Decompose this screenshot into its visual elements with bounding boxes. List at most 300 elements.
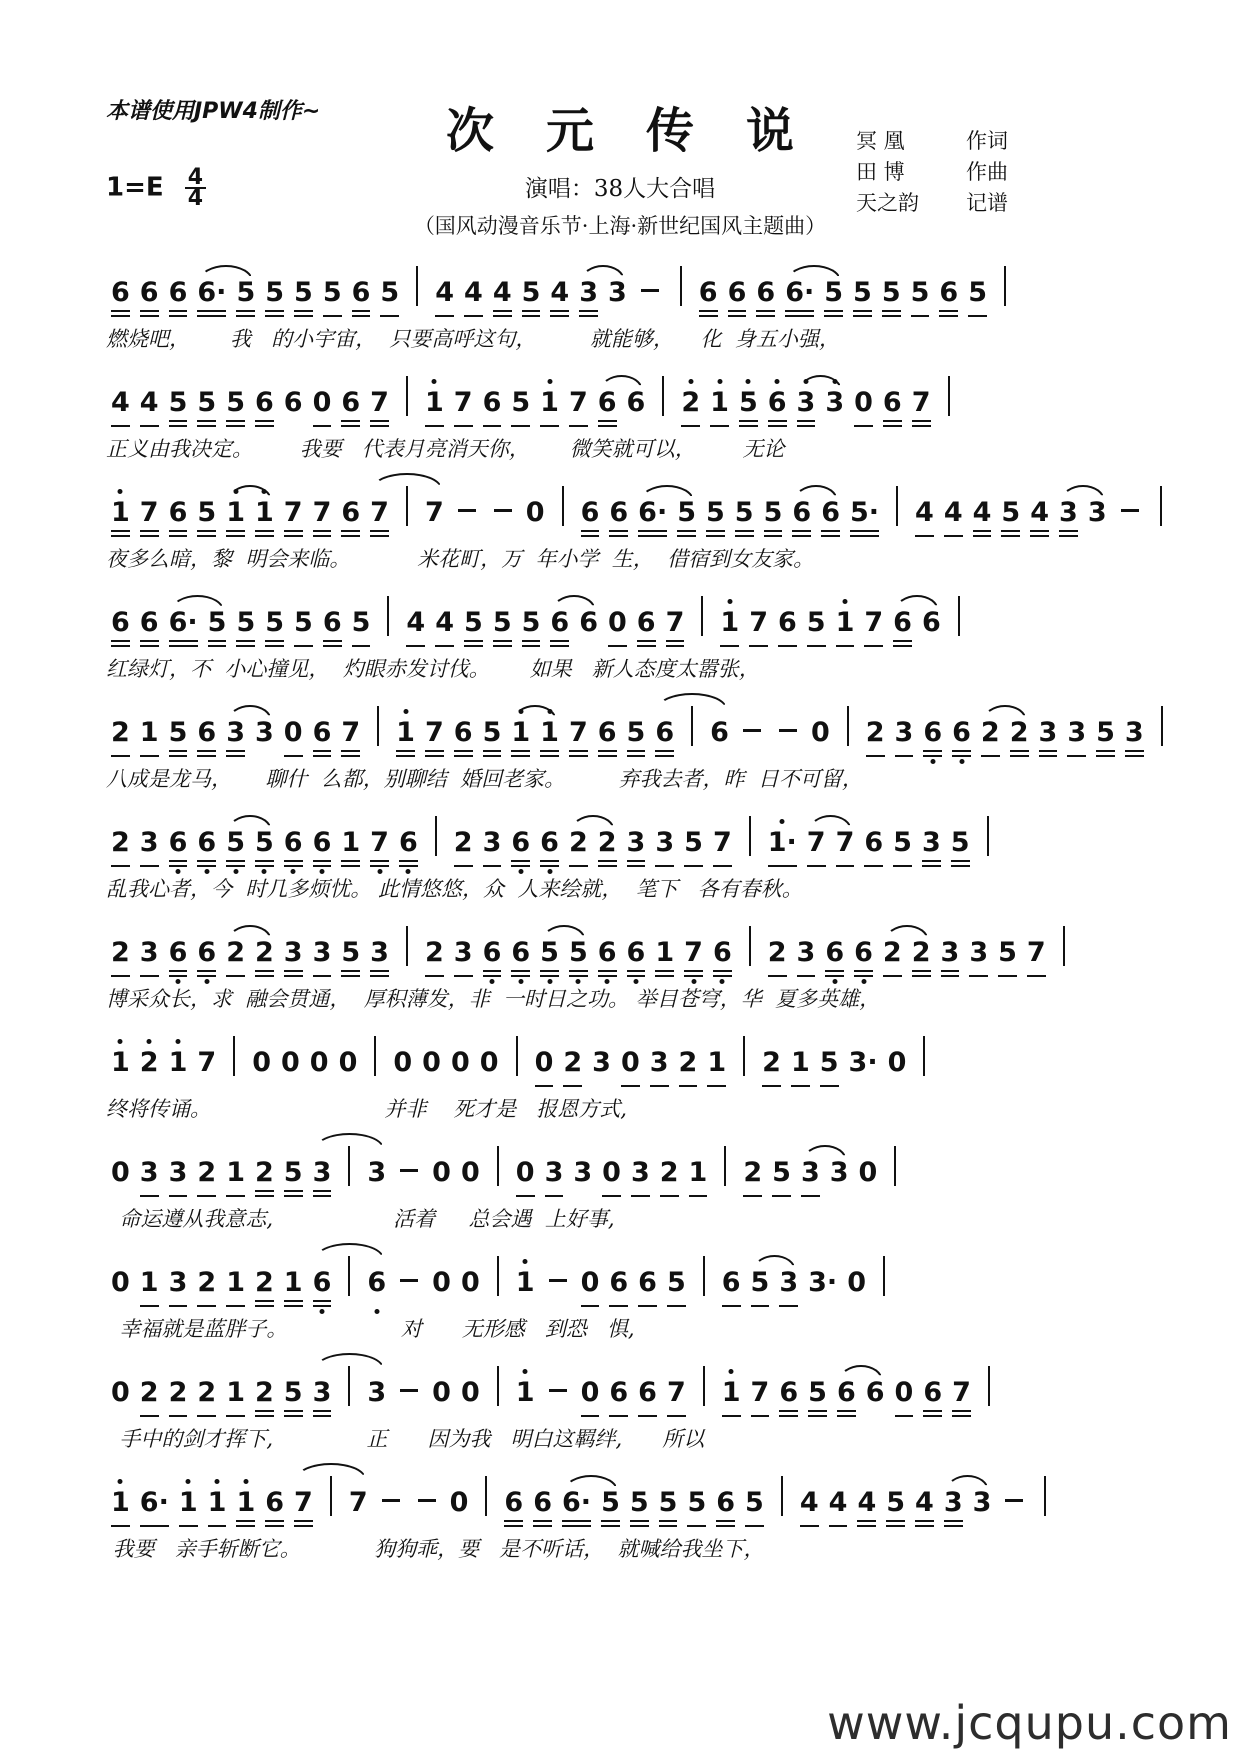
slur (976, 718, 1034, 757)
note: 2 (681, 388, 700, 427)
score-line (106, 1350, 1146, 1460)
note: 2 (197, 1268, 216, 1307)
score-line (106, 470, 1146, 580)
rest-note: 0 (309, 1047, 329, 1078)
note: 6 (921, 607, 941, 638)
note: 5 (627, 718, 646, 757)
note: 7 (569, 388, 588, 427)
barline (948, 376, 950, 416)
note: 1 (655, 938, 674, 977)
note: 7 (370, 828, 389, 867)
duration-dash (641, 289, 659, 292)
note: 5 (751, 1268, 770, 1307)
note: 6 (722, 1268, 741, 1307)
note: 5 (772, 1158, 791, 1197)
note: 2 (866, 718, 885, 757)
note: 6 (511, 828, 530, 867)
barline (348, 1256, 350, 1296)
note: 3 (254, 717, 274, 748)
score-line (106, 690, 1146, 800)
note: 6 (609, 1378, 628, 1417)
note: 7 (140, 498, 159, 537)
note: 6 (313, 1268, 332, 1307)
note: 6 (893, 608, 912, 647)
note: 4 (140, 388, 159, 427)
note: 6 (579, 607, 598, 638)
note: 1 (836, 608, 855, 647)
note: 6· (140, 1488, 169, 1527)
duration-dash (549, 1389, 567, 1392)
note: 3 (140, 1158, 159, 1197)
rest-note: 0 (460, 1157, 480, 1188)
note: 6 (540, 828, 559, 867)
note: 7 (666, 608, 685, 647)
note: 5 (677, 498, 696, 537)
note: 4 (829, 1488, 848, 1527)
barline (435, 816, 437, 856)
note: 2 (883, 938, 902, 977)
note: 7 (454, 388, 473, 427)
note: 5 (882, 278, 901, 317)
note: 6 (140, 608, 159, 647)
notes-row (106, 800, 1146, 868)
time-denominator: 4 (187, 186, 204, 211)
notes-row (106, 1460, 1146, 1528)
note: 6 (111, 608, 130, 647)
barline (406, 926, 408, 966)
duration-dash (743, 729, 761, 732)
barline (701, 596, 703, 636)
rest-note: 0 (252, 1047, 271, 1078)
note: 6 (952, 718, 971, 757)
note: 3 (367, 1377, 387, 1408)
note: 5 (284, 1378, 303, 1417)
note: 6 (768, 388, 787, 427)
note: 1 (255, 498, 274, 537)
slur (780, 278, 848, 317)
note: 6 (283, 387, 303, 418)
slur (506, 718, 564, 757)
note: 3 (941, 938, 960, 977)
barline (923, 1036, 925, 1076)
note: 1 (791, 1048, 810, 1087)
barline (987, 816, 989, 856)
note: 6 (864, 828, 883, 867)
note: 7 (370, 388, 389, 427)
note: 3 (969, 938, 988, 977)
note: 6 (837, 1378, 856, 1417)
note: 5 (323, 278, 342, 317)
note: 6 (313, 718, 332, 757)
note: 1 (284, 1268, 303, 1307)
notes-row (106, 250, 1146, 318)
note: 5 (667, 1268, 686, 1307)
score-line (106, 910, 1146, 1020)
barline (847, 706, 849, 746)
notes-row (106, 470, 1146, 538)
duration-dash (779, 729, 797, 732)
slur (633, 498, 701, 537)
note: 7 (684, 938, 703, 977)
rest-note: 0 (847, 1267, 866, 1298)
note: 6 (598, 938, 617, 977)
score (106, 250, 1146, 1570)
rest-note: 0 (284, 718, 303, 757)
note: 6 (710, 717, 729, 748)
barline (743, 1036, 745, 1076)
note: 2 (569, 828, 588, 867)
barline (374, 1036, 376, 1076)
note: 2 (425, 938, 444, 977)
slur (832, 1378, 890, 1417)
time-numerator: 4 (185, 168, 206, 189)
note: 5 (706, 498, 725, 537)
note: 3 (367, 1157, 387, 1188)
note: 7 (836, 828, 855, 867)
note: 5 (951, 828, 970, 867)
notes-row (106, 1020, 1146, 1088)
score-line (106, 250, 1146, 360)
duration-dash (458, 509, 476, 512)
note: 5 (807, 608, 826, 647)
note: 5 (735, 498, 754, 537)
note: 2 (454, 828, 473, 867)
note: 4 (1030, 498, 1049, 537)
note: 6· (785, 278, 814, 317)
note: 1 (236, 1488, 255, 1527)
slur (802, 828, 860, 867)
duration-dash (1121, 509, 1139, 512)
note: 4 (435, 608, 454, 647)
song-title: 次元传说 (445, 103, 846, 159)
note: 3 (579, 278, 598, 317)
slur (221, 498, 279, 537)
note: 6 (637, 608, 656, 647)
note: 7 (912, 388, 931, 427)
note: 6 (313, 828, 332, 867)
barline (749, 816, 751, 856)
barline (1063, 926, 1065, 966)
note: 6 (483, 388, 502, 427)
note: 6 (756, 278, 775, 317)
note: 5 (659, 1488, 678, 1527)
note: 3 (1087, 497, 1107, 528)
note: 6· (197, 278, 226, 317)
note: 6 (716, 1488, 735, 1527)
barline (894, 1146, 896, 1186)
note: 3 (140, 828, 159, 867)
note: 2 (226, 938, 245, 977)
note: 2 (197, 1378, 216, 1417)
barline (703, 1366, 705, 1406)
composer-name: 田 博 (856, 160, 905, 184)
note: 2 (563, 1048, 582, 1087)
note: 1 (140, 1268, 159, 1307)
slur (545, 608, 603, 647)
note: 5 (284, 1158, 303, 1197)
note: 5 (226, 828, 245, 867)
note: 3 (1059, 498, 1078, 537)
note: 5 (226, 388, 245, 427)
note: 6 (778, 608, 797, 647)
note: 5· (850, 498, 879, 537)
note: 7 (294, 1488, 313, 1527)
slur (192, 278, 260, 317)
score-line (106, 1020, 1146, 1130)
note: 6 (111, 278, 130, 317)
note: 3 (226, 718, 245, 757)
note: 3 (972, 1487, 992, 1518)
note: 5 (265, 278, 284, 317)
rest-note: 0 (581, 1268, 600, 1307)
note: 3 (797, 388, 816, 427)
note: 5 (511, 388, 530, 427)
note: 1 (689, 1158, 708, 1197)
note: 2 (743, 1158, 762, 1197)
barline (377, 706, 379, 746)
barline (348, 1366, 350, 1406)
note: 5 (893, 828, 912, 867)
note: 2 (255, 1378, 274, 1417)
note: 6 (581, 498, 600, 537)
note: 4 (464, 278, 483, 317)
credit-lyricist (856, 126, 1008, 157)
barline (387, 596, 389, 636)
note: 3 (313, 1158, 332, 1197)
note: 6 (627, 938, 646, 977)
barline (1044, 1476, 1046, 1516)
note: 2 (660, 1158, 679, 1197)
note: 5 (197, 498, 216, 537)
note: 6· (562, 1488, 591, 1527)
note: 6 (341, 498, 360, 537)
slur (308, 1146, 392, 1197)
rest-note: 0 (460, 1267, 480, 1298)
note: 5 (294, 608, 313, 647)
note: 6 (825, 938, 844, 977)
note: 5 (911, 278, 930, 317)
barline (233, 1036, 235, 1076)
note: 7 (864, 608, 883, 647)
note: 6 (284, 828, 303, 867)
note: 6 (169, 498, 188, 537)
note: 3 (1039, 718, 1058, 757)
note: 6 (399, 828, 418, 867)
note: 5 (764, 498, 783, 537)
note: 5 (464, 608, 483, 647)
rest-note: 0 (479, 1047, 499, 1078)
note: 4 (550, 278, 569, 317)
rest-note: 0 (810, 717, 830, 748)
note: 3 (779, 1268, 798, 1307)
note: 5 (968, 278, 987, 317)
note: 2 (255, 938, 274, 977)
note: 3 (370, 938, 389, 977)
barline (516, 1036, 518, 1076)
barline (662, 376, 664, 416)
barline (562, 486, 564, 526)
note: 3 (573, 1157, 593, 1188)
rest-note: 0 (895, 1378, 914, 1417)
note: 3 (1067, 718, 1086, 757)
note: 6 (550, 608, 569, 647)
note: 1 (710, 388, 729, 427)
subtitle-line: （国风动漫音乐节·上海·新世纪国风主题曲） (413, 214, 827, 238)
note: 6 (197, 938, 216, 977)
note: 1 (720, 608, 739, 647)
note: 5 (483, 718, 502, 757)
rest-note: 0 (111, 1267, 130, 1298)
note: 3· (848, 1047, 878, 1078)
slur (564, 828, 622, 867)
score-line (106, 580, 1146, 690)
barline (1004, 266, 1006, 306)
rest-note: 0 (432, 1267, 451, 1298)
note: 5 (169, 718, 188, 757)
note: 6 (598, 388, 617, 427)
note: 3 (797, 938, 816, 977)
note: 5 (601, 1488, 620, 1527)
rest-note: 0 (449, 1487, 469, 1518)
slur (888, 608, 946, 647)
barline (724, 1146, 726, 1186)
note: 4 (406, 608, 425, 647)
note: 6 (341, 388, 360, 427)
slur (650, 706, 734, 757)
note: 6 (265, 1488, 284, 1527)
note: 2 (912, 938, 931, 977)
note: 6 (511, 938, 530, 977)
slur (593, 388, 651, 427)
note: 3 (944, 1488, 963, 1527)
rest-note: 0 (581, 1378, 600, 1417)
barline (330, 1476, 332, 1516)
key-signature: 1=E (106, 172, 164, 203)
rest-note: 0 (608, 608, 627, 647)
duration-dash (382, 1499, 400, 1502)
note: 1 (425, 388, 444, 427)
barline (680, 266, 682, 306)
note: 7 (667, 1378, 686, 1417)
note: 3 (829, 1157, 849, 1188)
note: 6 (609, 1268, 628, 1307)
lyrics-row: 我要 亲手斩断它。 狗狗乖，要 是不听话， 就喊给我坐下， (106, 1537, 765, 1561)
note: 5 (886, 1488, 905, 1527)
note: 4 (857, 1488, 876, 1527)
slur (221, 718, 279, 757)
note: 1 (722, 1378, 741, 1417)
note: 4 (111, 388, 130, 427)
note: 5 (197, 388, 216, 427)
note: 3 (592, 1047, 611, 1078)
note: 2 (762, 1048, 781, 1087)
slur (308, 1366, 392, 1417)
lyricist-name: 冥 凰 (856, 129, 905, 153)
note: 1 (179, 1488, 198, 1527)
note: 2 (598, 828, 617, 867)
note: 1 (226, 1158, 245, 1197)
note: 3 (313, 1378, 332, 1417)
slur (1054, 498, 1112, 537)
rest-note: 0 (313, 388, 332, 427)
note: 6 (140, 278, 159, 317)
rest-note: 0 (111, 1377, 130, 1408)
barline (691, 706, 693, 746)
note: 6 (728, 278, 747, 317)
note: 5 (169, 388, 188, 427)
note: 5 (208, 608, 227, 647)
note: 6 (638, 1268, 657, 1307)
note: 5 (687, 1488, 706, 1527)
note: 1 (540, 718, 559, 757)
barline (883, 1256, 885, 1296)
rest-note: 0 (460, 1377, 480, 1408)
performer-line: 演唱：38人大合唱 (524, 176, 716, 202)
lyricist-role: 作词 (966, 129, 1008, 153)
note: 5 (341, 938, 360, 977)
rest-note: 0 (280, 1047, 300, 1078)
note: 7 (284, 498, 303, 537)
note: 5 (998, 938, 1017, 977)
note: 2 (111, 938, 130, 977)
note: 5 (630, 1488, 649, 1527)
note: 5 (1096, 718, 1115, 757)
note: 2 (981, 718, 1000, 757)
lyrics-row: 幸福就是蓝胖子。 对 无形感 到恐 惧, (106, 1317, 635, 1341)
note: 5 (352, 608, 371, 647)
note: 3 (545, 1158, 564, 1197)
note: 3· (808, 1267, 838, 1298)
note: 2 (255, 1268, 274, 1307)
barline (749, 926, 751, 966)
note: 7 (569, 718, 588, 757)
note: 4 (800, 1488, 819, 1527)
transcriber-name: 天之韵 (856, 191, 919, 215)
rest-note: 0 (858, 1157, 878, 1188)
rest-note: 0 (432, 1377, 451, 1408)
note: 5 (522, 608, 541, 647)
note: 2 (111, 828, 130, 867)
note: 5 (236, 278, 255, 317)
score-line (106, 1240, 1146, 1350)
duration-dash (400, 1169, 418, 1172)
note: 6 (923, 718, 942, 757)
note: 3 (169, 1268, 188, 1307)
note: 3 (1125, 718, 1144, 757)
note: 1 (226, 498, 245, 537)
composer-role: 作曲 (966, 160, 1008, 184)
barline (988, 1366, 990, 1406)
note: 4 (973, 498, 992, 537)
barline (958, 596, 960, 636)
note: 5 (739, 388, 758, 427)
note: 1 (540, 388, 559, 427)
rest-note: 0 (525, 497, 545, 528)
note: 6 (626, 387, 646, 418)
note: 5 (522, 278, 541, 317)
duration-dash (494, 509, 512, 512)
slur (746, 1268, 804, 1307)
note: 6 (865, 1377, 885, 1408)
note: 1 (226, 1378, 245, 1417)
barline (1160, 486, 1162, 526)
note: 6 (655, 718, 674, 757)
note: 6 (533, 1488, 552, 1527)
note: 3 (825, 388, 844, 427)
note: 1 (511, 718, 530, 757)
rest-note: 0 (338, 1047, 358, 1078)
rest-note: 0 (422, 1047, 441, 1078)
